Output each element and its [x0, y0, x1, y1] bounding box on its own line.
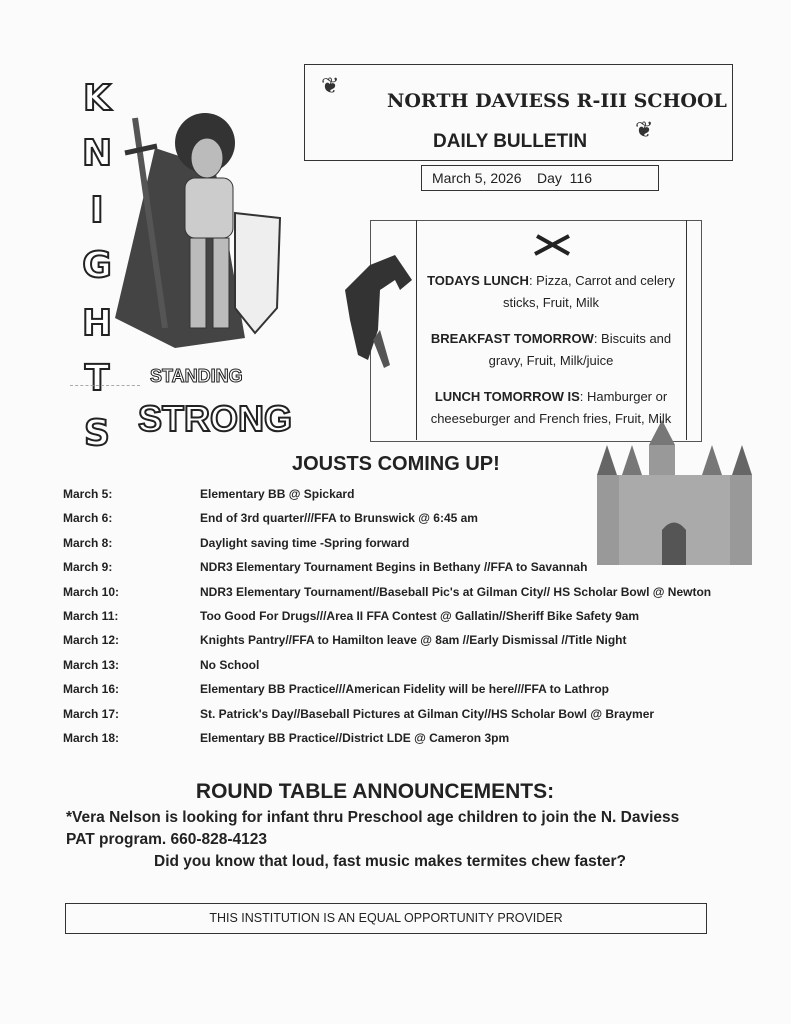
event-date: March 5:	[63, 487, 113, 501]
footer-box	[65, 903, 707, 934]
event-date: March 8:	[63, 535, 113, 550]
todays-lunch-items: : Pizza, Carrot and celery sticks, Fruit, Milk	[502, 273, 675, 310]
lunch-tomorrow-label: LUNCH TOMORROW IS	[434, 389, 580, 404]
event-row	[63, 682, 609, 696]
event-date: March 12:	[63, 633, 120, 648]
event-date: March 18:	[63, 731, 120, 745]
event-row	[63, 707, 654, 721]
knights-letter: H	[82, 303, 113, 344]
horse-illustration	[340, 250, 418, 380]
announcement-item: *Vera Nelson is looking for infant thru Preschool age children to join the N. Daviess PAT program. 660-828-4123	[66, 809, 680, 848]
event-text: Elementary BB Practice//District LDE @ Cameron 3pm	[200, 731, 510, 745]
header-box	[304, 64, 733, 161]
knights-letter: S	[84, 413, 110, 454]
event-row	[63, 511, 478, 525]
event-text: St. Patrick's Day//Baseball Pictures at Gilman City//HS Scholar Bowl @ Braymer	[200, 706, 655, 721]
knights-letter: T	[84, 358, 110, 399]
knights-letter: G	[82, 245, 112, 286]
event-text: End of 3rd quarter///FFA to Brunswick @ 6:45 am	[200, 511, 478, 526]
event-date: March 17:	[63, 706, 120, 721]
breakfast-label: BREAKFAST TOMORROW	[430, 331, 594, 346]
event-row	[63, 731, 509, 745]
equal-opportunity-notice: THIS INSTITUTION IS AN EQUAL OPPORTUNITY PROVIDER	[209, 911, 563, 925]
menu-text	[420, 270, 682, 444]
event-date: March 10:	[63, 584, 120, 599]
vine-ornament-icon: ❦	[321, 73, 340, 98]
todays-lunch	[420, 270, 682, 314]
event-row	[63, 560, 587, 574]
event-text: NDR3 Elementary Tournament//Baseball Pic's at Gilman City// HS Scholar Bowl @ Newton	[200, 584, 712, 599]
bulletin-date: March 5, 2026	[432, 170, 522, 186]
event-text: Daylight saving time -Spring forward	[200, 535, 410, 550]
event-text: Elementary BB Practice///American Fidelity will be here///FFA to Lathrop	[200, 682, 609, 697]
todays-lunch-label: TODAYS LUNCH	[427, 273, 529, 288]
knights-letter: N	[82, 133, 113, 174]
event-date: March 11:	[63, 609, 119, 623]
event-text: Elementary BB @ Spickard	[200, 487, 355, 501]
vine-ornament-icon: ❦	[635, 117, 654, 142]
bulletin-title: DAILY BULLETIN	[433, 131, 588, 152]
school-name: NORTH DAVIESS R-III SCHOOL	[387, 90, 727, 112]
fork-knife-icon	[531, 232, 573, 258]
events-heading: JOUSTS COMING UP!	[292, 453, 500, 475]
event-row	[63, 536, 409, 550]
event-row	[63, 585, 711, 599]
knights-letter: I	[90, 190, 104, 231]
event-text: Too Good For Drugs///Area II FFA Contest @ Gallatin//Sheriff Bike Safety 9am	[200, 609, 640, 623]
strong-text: STRONG	[138, 398, 293, 439]
school-day: Day 116	[537, 170, 592, 186]
event-date: March 6:	[63, 511, 113, 526]
event-row	[63, 609, 639, 623]
event-row	[63, 633, 626, 647]
breakfast-tomorrow	[420, 328, 682, 372]
lunch-tomorrow	[420, 386, 682, 430]
standing-text: STANDING	[150, 366, 243, 386]
lunch-tomorrow-items: : Hamburger or cheeseburger and French fries, Fruit, Milk	[430, 389, 672, 426]
announcements-heading: ROUND TABLE ANNOUNCEMENTS:	[195, 780, 555, 803]
announcement-text	[66, 807, 706, 873]
event-date: March 9:	[63, 560, 113, 575]
announcement-item: Did you know that loud, fast music makes termites chew faster?	[154, 853, 627, 870]
event-text: NDR3 Elementary Tournament Begins in Bethany //FFA to Savannah	[200, 560, 588, 575]
event-text: No School	[200, 657, 260, 672]
knight-illustration	[95, 88, 295, 358]
knights-letter: K	[83, 78, 111, 119]
date-box	[421, 165, 659, 191]
event-row	[63, 487, 354, 501]
event-date: March 13:	[63, 657, 120, 672]
event-date: March 16:	[63, 682, 120, 697]
divider-line	[70, 385, 140, 386]
event-row	[63, 658, 259, 672]
event-text: Knights Pantry//FFA to Hamilton leave @ 8am //Early Dismissal //Title Night	[200, 633, 627, 648]
breakfast-items: : Biscuits and gravy, Fruit, Milk/juice	[488, 331, 672, 368]
